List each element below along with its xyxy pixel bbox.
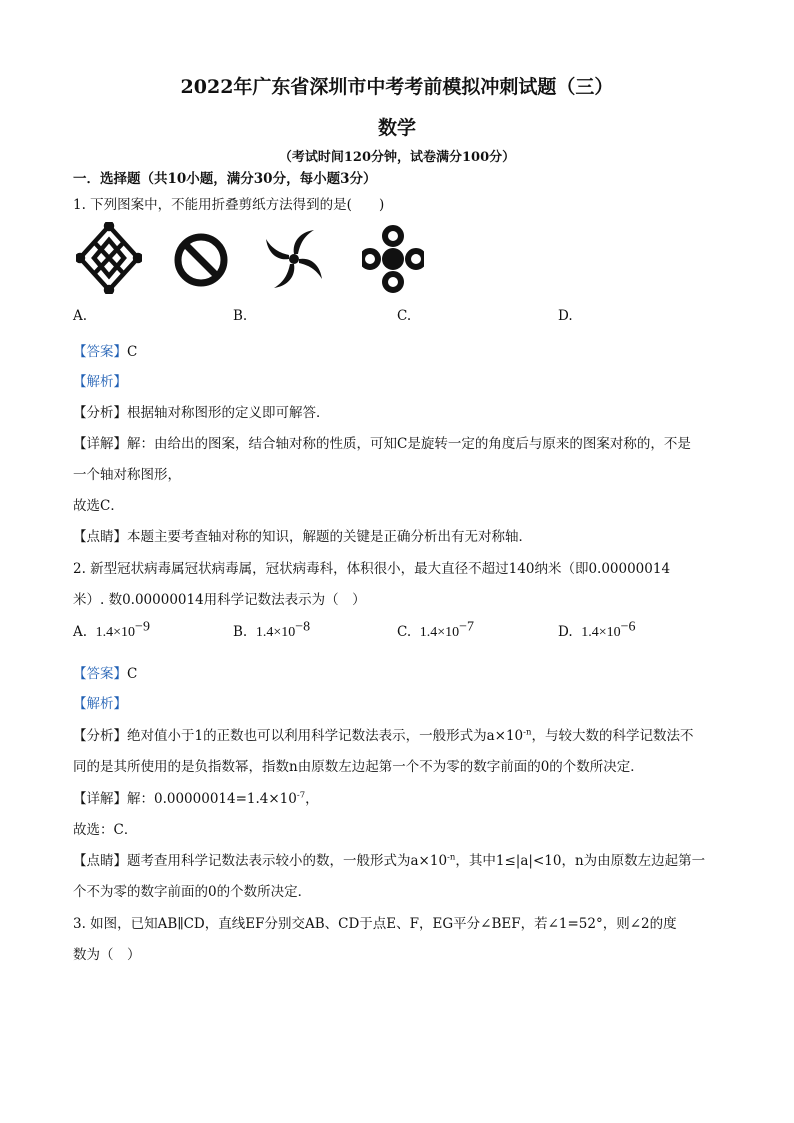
xiangjie-text: 解：由给出的图案，结合轴对称的性质，可知C是旋转一定的角度后与原来的图案对称的，不是 bbox=[127, 436, 691, 452]
q1-option-b: B. bbox=[233, 308, 248, 324]
q2-option-d: D. 1.4×10−6 bbox=[558, 619, 636, 640]
fenxi-text: 根据轴对称图形的定义即可解答． bbox=[127, 405, 330, 421]
q2-option-c: C. 1.4×10−7 bbox=[397, 619, 475, 640]
q3-stem-line2: 数为（ ） bbox=[73, 947, 141, 963]
subject-heading: 数学 bbox=[377, 117, 416, 139]
section-heading: 一．选择题（共10小题，满分30分，每小题3分） bbox=[73, 171, 377, 187]
q2-stem-line1: 2. 新型冠状病毒属冠状病毒属，冠状病毒科，体积很小，最大直径不超过140纳米（即0.00000014 bbox=[73, 561, 671, 577]
answer-value: C bbox=[127, 344, 138, 360]
q2-xiangjie: 【详解】解：$0.00000014=1.4\times 10^{-7}$， bbox=[73, 790, 319, 807]
q2-fenxi-line2: 同的是其所使用的是负指数幂，指数n由原数左边起第一个不为零的数字前面的0的个数所决定． bbox=[73, 759, 644, 775]
q2-stem-line2: 米）. 数0.00000014用科学记数法表示为（ ） bbox=[73, 592, 366, 608]
dianjing-tag: 【点睛】 bbox=[73, 853, 127, 869]
exam-title: 2022年广东省深圳市中考考前模拟冲刺试题（三） bbox=[180, 76, 614, 98]
answer-tag: 【答案】 bbox=[73, 344, 127, 360]
xiangjie-tag: 【详解】 bbox=[73, 791, 127, 807]
q2-fenxi-line1: 【分析】绝对值小于1的正数也可以利用科学记数法表示，一般形式为$a\times 10^{-n}$，与较大数的科学记数法不 bbox=[73, 727, 694, 744]
q2-option-a: A. 1.4×10−9 bbox=[73, 619, 150, 640]
answer-tag: 【答案】 bbox=[73, 666, 127, 682]
figure-c-swirl-pattern bbox=[262, 222, 326, 294]
q2-option-b: B. 1.4×10−8 bbox=[233, 619, 311, 640]
q1-option-c: C. bbox=[397, 308, 412, 324]
q2-conclusion: 故选：C． bbox=[73, 822, 138, 838]
q1-xiangjie-line1 bbox=[73, 432, 691, 452]
q1-stem: 1. 下列图案中，不能用折叠剪纸方法得到的是( ) bbox=[73, 197, 385, 213]
exam-info: （考试时间120分钟，试卷满分100分） bbox=[278, 150, 516, 165]
figure-d-flower-pattern bbox=[362, 222, 424, 294]
q2-analysis-tag: 【解析】 bbox=[73, 696, 127, 712]
answer-value: C bbox=[127, 666, 138, 682]
dianjing-tag: 【点睛】 bbox=[73, 529, 127, 545]
q1-conclusion: 故选C． bbox=[73, 498, 124, 514]
figure-a-knot-pattern bbox=[76, 222, 142, 294]
q1-analysis-tag: 【解析】 bbox=[73, 374, 127, 390]
xiangjie-tag: 【详解】 bbox=[73, 436, 127, 452]
q1-dianjing bbox=[73, 525, 532, 545]
fenxi-tag: 【分析】 bbox=[73, 405, 127, 421]
q1-answer bbox=[73, 340, 137, 360]
q2-dianjing-line2: 个不为零的数字前面的0的个数所决定． bbox=[73, 884, 312, 900]
q1-option-a: A. bbox=[73, 308, 88, 324]
fenxi-tag: 【分析】 bbox=[73, 728, 127, 744]
q2-dianjing-line1: 【点睛】题考查用科学记数法表示较小的数，一般形式为$a\times 10^{-n}$，其中1≤|a|<10，n为由原数左边起第一 bbox=[73, 852, 706, 869]
q2-answer bbox=[73, 662, 137, 682]
q3-stem-line1: 3. 如图，已知AB∥CD，直线EF分别交AB、CD于点E、F，EG平分∠BEF，若∠1=52°，则∠2的度 bbox=[73, 916, 677, 932]
q1-fenxi bbox=[73, 401, 330, 421]
q1-option-d: D. bbox=[558, 308, 573, 324]
dianjing-text: 本题主要考查轴对称的知识，解题的关键是正确分析出有无对称轴． bbox=[127, 529, 532, 545]
figure-b-prohibition-sign bbox=[172, 222, 230, 294]
q1-xiangjie-line2: 一个轴对称图形， bbox=[73, 467, 181, 483]
